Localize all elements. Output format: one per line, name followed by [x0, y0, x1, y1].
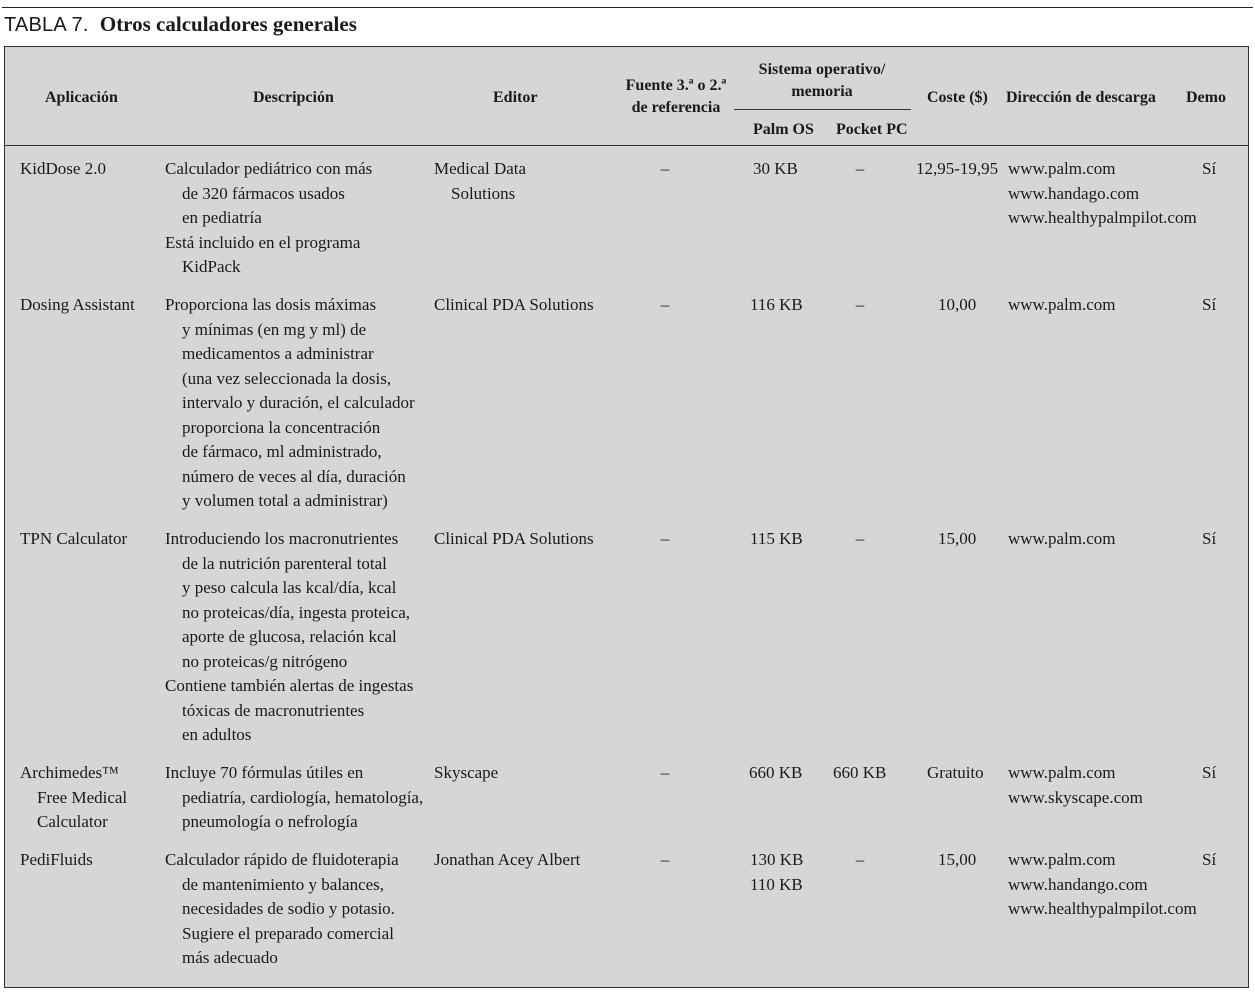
row2-editor — [434, 293, 594, 318]
row3-palm-line: 115 KB — [750, 529, 803, 548]
row2-desc-line: intervalo y duración, el calculador — [182, 393, 415, 412]
table-caption — [4, 12, 357, 37]
header-pocket-pc: Pocket PC — [836, 121, 908, 138]
row2-app — [20, 293, 135, 318]
row1-desc-line: en pediatría — [182, 208, 262, 227]
row5-pocket-pc: – — [855, 850, 865, 869]
row5-url: www.palm.com — [1008, 850, 1116, 869]
header-direccion: Dirección de descarga — [1006, 89, 1156, 106]
top-rule — [2, 7, 1253, 8]
row4-desc-line: Incluye 70 fórmulas útiles en — [165, 763, 364, 782]
row2-desc-line: número de veces al día, duración — [182, 466, 406, 486]
row5-editor-line: Jonathan Acey Albert — [434, 850, 581, 869]
row1-url: www.palm.com — [1008, 159, 1116, 178]
caption-title: Otros calculadores generales — [99, 12, 357, 36]
row2-desc-line: de fármaco, ml administrado, — [182, 442, 382, 461]
row1-url: www.healthypalmpilot.com — [1008, 208, 1197, 227]
row4-palm-os — [749, 761, 802, 786]
row5-desc — [165, 848, 399, 971]
row2-pocket-pc: – — [855, 295, 865, 314]
row1-palm-line: 30 KB — [753, 159, 798, 178]
row4-urls — [1008, 761, 1143, 810]
row3-url: www.palm.com — [1008, 529, 1116, 548]
row2-coste: 10,00 — [938, 295, 977, 314]
header-demo: Demo — [1186, 89, 1226, 106]
row2-urls — [1008, 293, 1116, 318]
row4-desc — [165, 761, 423, 835]
row1-desc-line: Calculador pediátrico con más — [165, 159, 373, 178]
row3-desc-line: no proteicas/día, ingesta proteica, — [182, 602, 410, 622]
row1-url: www.handago.com — [1008, 183, 1140, 203]
header-sistema-operativo — [733, 59, 911, 103]
row3-editor-line: Clinical PDA Solutions — [434, 529, 594, 548]
row2-desc — [165, 293, 415, 514]
caption-label: TABLA 7. — [4, 14, 89, 36]
header-fuente-line1: Fuente 3.ª o 2.ª — [625, 77, 727, 94]
row1-app-line: KidDose 2.0 — [20, 159, 106, 178]
row5-app-line: PediFluids — [20, 850, 93, 869]
row3-desc-line: aporte de glucosa, relación kcal — [182, 627, 397, 646]
header-palm-os: Palm OS — [753, 121, 814, 138]
row5-desc-line: necesidades de sodio y potasio. — [182, 899, 395, 918]
header-coste: Coste ($) — [927, 89, 988, 106]
row3-desc-line: de la nutrición parenteral total — [182, 553, 387, 573]
header-subrule — [734, 109, 911, 110]
row5-editor — [434, 848, 580, 873]
row5-desc-line: Sugiere el preparado comercial — [182, 923, 394, 943]
row5-desc-line: más adecuado — [182, 948, 278, 967]
row5-url: www.handango.com — [1008, 874, 1148, 894]
row3-urls — [1008, 527, 1116, 552]
row5-fuente: – — [660, 850, 670, 869]
row4-palm-line: 660 KB — [749, 763, 803, 782]
row1-palm-os — [753, 157, 798, 182]
row3-editor — [434, 527, 594, 552]
row1-desc-line: de 320 fármacos usados — [182, 183, 345, 203]
row1-coste: 12,95-19,95 — [916, 159, 999, 178]
row5-palm-line: 130 KB — [750, 850, 804, 869]
row1-editor-line: Medical Data — [434, 159, 527, 178]
row4-editor — [434, 761, 498, 786]
row3-desc-line: en adultos — [182, 725, 252, 744]
row4-app-line: Free Medical — [37, 787, 128, 807]
row1-desc-line: Está incluido en el programa — [165, 232, 361, 252]
row1-urls — [1008, 157, 1197, 231]
header-so-line1: Sistema operativo/ — [758, 61, 886, 78]
row5-desc-line: de mantenimiento y balances, — [182, 874, 385, 894]
row4-app — [20, 761, 127, 835]
row4-demo: Sí — [1202, 763, 1217, 782]
header-editor: Editor — [493, 89, 538, 106]
row4-desc-line: pneumología o nefrología — [182, 812, 358, 831]
row1-app — [20, 157, 106, 182]
row2-desc-line: Proporciona las dosis máximas — [165, 295, 377, 314]
table-panel — [4, 46, 1249, 988]
row5-url: www.healthypalmpilot.com — [1008, 899, 1197, 918]
row2-desc-line: medicamentos a administrar — [182, 344, 374, 363]
row2-fuente: – — [660, 295, 670, 314]
row5-palm-line: 110 KB — [750, 874, 803, 894]
row2-palm-os — [750, 293, 803, 318]
row2-desc-line: (una vez seleccionada la dosis, — [182, 368, 392, 388]
row3-fuente: – — [660, 529, 670, 548]
row2-palm-line: 116 KB — [750, 295, 803, 314]
row4-app-line: Calculator — [37, 812, 108, 831]
row3-palm-os — [750, 527, 803, 552]
row3-coste: 15,00 — [938, 529, 977, 548]
header-descripcion: Descripción — [253, 89, 334, 106]
row3-desc-line: tóxicas de macronutrientes — [182, 700, 365, 720]
row3-desc-line: Contiene también alertas de ingestas — [165, 676, 414, 695]
row4-coste: Gratuito — [927, 763, 984, 782]
header-so-line2: memoria — [791, 83, 853, 100]
row1-desc — [165, 157, 372, 280]
row1-fuente: – — [660, 159, 670, 178]
row4-pocket-pc: 660 KB — [833, 763, 887, 782]
row2-desc-line: y mínimas (en mg y ml) de — [182, 319, 367, 339]
row4-url: www.palm.com — [1008, 763, 1116, 782]
row2-demo: Sí — [1202, 295, 1217, 314]
row5-demo: Sí — [1202, 850, 1217, 869]
header-fuente — [611, 75, 741, 119]
header-fuente-line2: de referencia — [631, 99, 721, 116]
row2-editor-line: Clinical PDA Solutions — [434, 295, 594, 314]
row3-app-line: TPN Calculator — [20, 529, 128, 548]
row5-desc-line: Calculador rápido de fluidoterapia — [165, 850, 399, 869]
row4-url: www.skyscape.com — [1008, 787, 1143, 807]
row3-desc-line: Introduciendo los macronutrientes — [165, 529, 399, 548]
header-bottom-rule — [5, 145, 1248, 146]
row2-desc-line: y volumen total a administrar) — [182, 491, 388, 510]
row1-demo: Sí — [1202, 159, 1217, 178]
row2-url: www.palm.com — [1008, 295, 1116, 314]
row1-editor — [434, 157, 526, 206]
row3-desc-line: no proteicas/g nitrógeno — [182, 651, 348, 671]
row5-coste: 15,00 — [938, 850, 977, 869]
row3-desc — [165, 527, 413, 748]
row5-urls — [1008, 848, 1197, 922]
row2-app-line: Dosing Assistant — [20, 295, 135, 314]
row4-fuente: – — [660, 763, 670, 782]
row2-desc-line: proporciona la concentración — [182, 417, 381, 437]
row1-pocket-pc: – — [855, 159, 865, 178]
row5-palm-os — [750, 848, 803, 897]
row3-pocket-pc: – — [855, 529, 865, 548]
row4-desc-line: pediatría, cardiología, hematología, — [182, 787, 424, 807]
row3-demo: Sí — [1202, 529, 1217, 548]
row3-desc-line: y peso calcula las kcal/día, kcal — [182, 578, 397, 597]
row1-desc-line: KidPack — [182, 257, 241, 276]
row4-app-line: Archimedes™ — [20, 763, 119, 782]
row5-app — [20, 848, 93, 873]
row3-app — [20, 527, 127, 552]
row4-editor-line: Skyscape — [434, 763, 499, 782]
row1-editor-line: Solutions — [451, 183, 516, 203]
header-aplicacion: Aplicación — [45, 89, 118, 106]
